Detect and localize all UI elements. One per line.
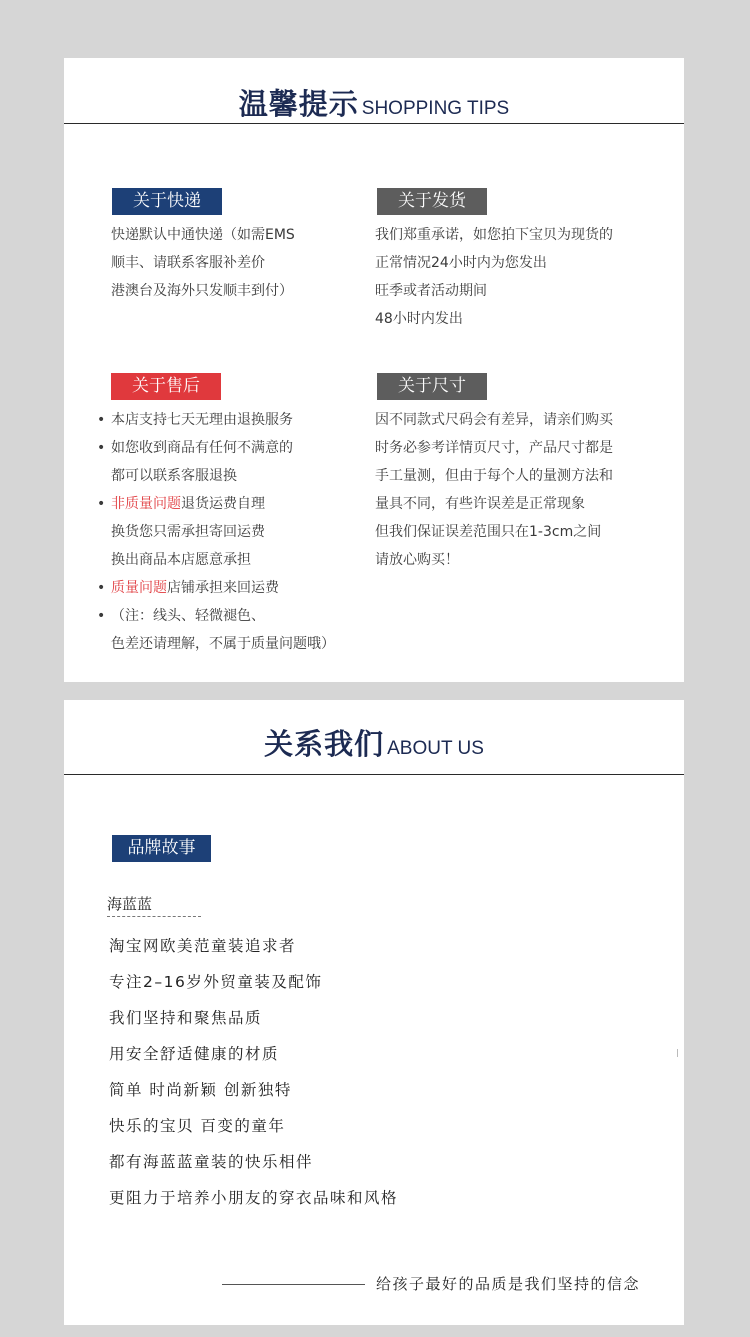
non-quality-highlight: 非质量问题 [111, 496, 181, 512]
shipping-lines [375, 221, 613, 333]
size-lines [375, 406, 613, 574]
size-line: 请放心购买！ [375, 552, 459, 568]
brand-story-list [109, 928, 398, 1216]
story-line: 用安全舒适健康的材质 [109, 1045, 280, 1063]
aftersale-line-non-quality [99, 490, 335, 518]
shipping-line: 我们郑重承诺，如您拍下宝贝为现货的 [375, 227, 613, 243]
aftersale-lines [99, 406, 335, 658]
express-line: 顺丰、请联系客服补差价 [111, 255, 265, 271]
size-line: 手工量测，但由于每个人的量测方法和 [375, 468, 613, 484]
story-line: 简单 时尚新颖 创新独特 [109, 1081, 292, 1099]
story-line: 都有海蓝蓝童装的快乐相伴 [109, 1153, 314, 1171]
shipping-tag: 关于发货 [377, 188, 487, 215]
story-line: 专注2–16岁外贸童装及配饰 [109, 973, 323, 991]
shopping-tips-panel [64, 58, 684, 682]
size-line: 量具不同，有些许误差是正常现象 [375, 496, 585, 512]
decorative-tick [677, 1049, 678, 1057]
about-us-panel [64, 700, 684, 1325]
express-lines [111, 221, 295, 305]
shopping-tips-heading [64, 82, 684, 123]
story-line: 更阻力于培养小朋友的穿衣品味和风格 [109, 1189, 399, 1207]
about-us-heading [64, 722, 684, 763]
aftersale-line: 都可以联系客服退换 [111, 468, 237, 484]
aftersale-line-quality [99, 574, 335, 602]
aftersale-line: 色差还请理解，不属于质量问题哦） [111, 636, 335, 652]
express-tag: 关于快递 [112, 188, 222, 215]
story-line: 快乐的宝贝 百变的童年 [109, 1117, 286, 1135]
aftersale-line: • （注：线头、轻微褪色、 [99, 602, 335, 630]
aftersale-line: • 如您收到商品有任何不满意的 [99, 434, 335, 462]
non-quality-text: 退货运费自理 [181, 496, 265, 512]
shipping-line: 48小时内发出 [375, 311, 463, 327]
about-us-title-en: ABOUT US [387, 738, 484, 759]
shopping-tips-title-en: SHOPPING TIPS [361, 98, 510, 119]
quality-text: 店铺承担来回运费 [167, 580, 279, 596]
shipping-line: 旺季或者活动期间 [375, 283, 487, 299]
about-us-title-cn: 关系我们 [264, 727, 385, 761]
size-line: 时务必参考详情页尺寸，产品尺寸都是 [375, 440, 613, 456]
aftersale-line: 换出商品本店愿意承担 [111, 552, 251, 568]
shopping-tips-title-cn: 温馨提示 [238, 87, 359, 121]
motto-rule [222, 1284, 365, 1285]
brand-name: 海蓝蓝 [107, 893, 201, 917]
story-line: 我们坚持和聚焦品质 [109, 1009, 263, 1027]
aftersale-line: 换货您只需承担寄回运费 [111, 524, 265, 540]
shipping-line: 正常情况24小时内为您发出 [375, 255, 547, 271]
aftersale-line: • 本店支持七天无理由退换服务 [99, 406, 335, 434]
express-line: 港澳台及海外只发顺丰到付） [111, 283, 293, 299]
express-line: 快递默认中通快递（如需EMS [111, 227, 295, 243]
size-tag: 关于尺寸 [377, 373, 487, 400]
brand-story-tag: 品牌故事 [112, 835, 211, 862]
shopping-tips-divider [64, 123, 684, 124]
size-line: 但我们保证误差范围只在1-3cm之间 [375, 524, 602, 540]
motto-text: 给孩子最好的品质是我们坚持的信念 [376, 1275, 641, 1293]
size-line: 因不同款式尺码会有差异，请亲们购买 [375, 412, 613, 428]
about-us-divider [64, 774, 684, 775]
aftersale-tag: 关于售后 [111, 373, 221, 400]
quality-highlight: 质量问题 [111, 580, 167, 596]
story-line: 淘宝网欧美范童装追求者 [109, 937, 297, 955]
